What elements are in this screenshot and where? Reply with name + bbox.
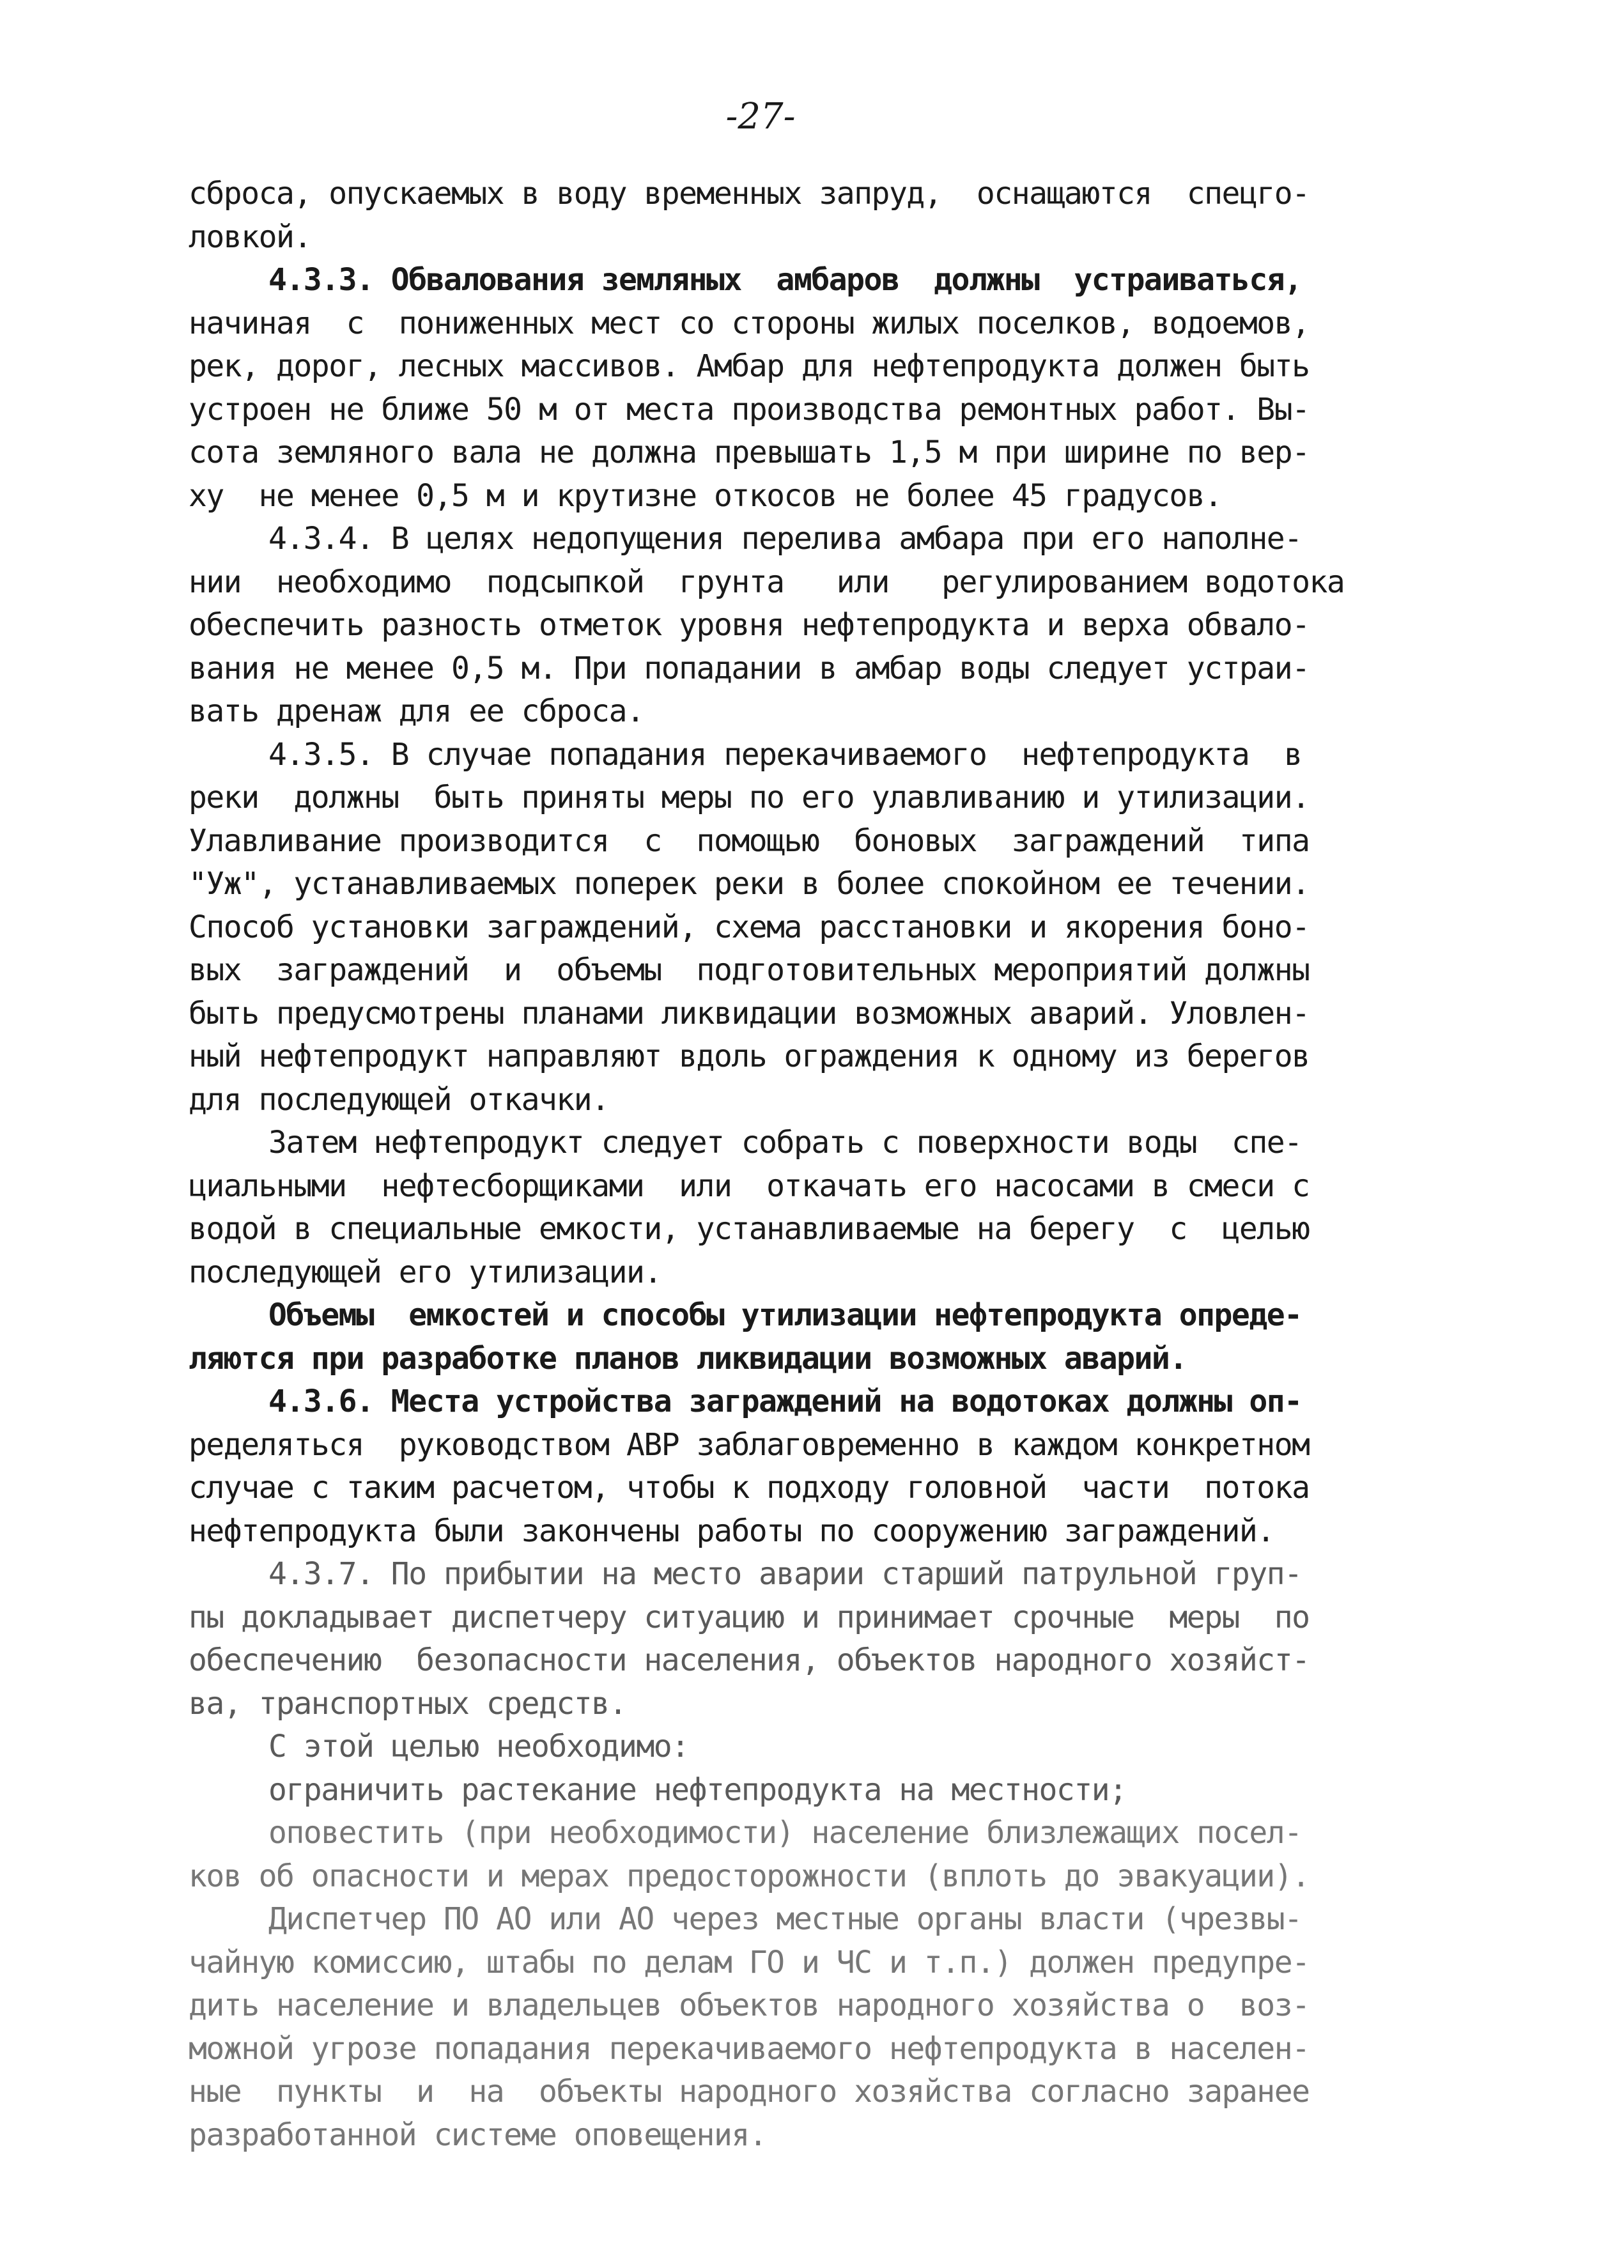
text-line: устроен не ближе 50 м от места производства ремонтных работ. Вы-	[189, 391, 1310, 428]
text-line: ху не менее 0,5 м и крутизне откосов не более 45 градусов.	[189, 477, 1222, 514]
text-line: сброса, опускаемых в воду временных запруд, оснащаются спецго-	[189, 176, 1310, 212]
text-line: для последующей откачки.	[189, 1081, 609, 1118]
text-line: вать дренаж для ее сброса.	[189, 693, 644, 729]
text-line: можной угрозе попадания перекачиваемого нефтепродукта в населен-	[189, 2030, 1310, 2067]
text-line: быть предусмотрены планами ликвидации возможных аварий. Уловлен-	[189, 995, 1310, 1031]
text-line: ловкой.	[189, 219, 311, 255]
text-line: вания не менее 0,5 м. При попадании в амбар воды следует устраи-	[189, 650, 1310, 686]
body-text	[189, 173, 1416, 2157]
text-line: 4.3.6. Места устройства заграждений на водотоках должны оп-	[268, 1384, 1302, 1419]
text-line: С этой целью необходимо:	[268, 1729, 689, 1764]
text-line: рек, дорог, лесных массивов. Амбар для нефтепродукта должен быть	[189, 348, 1310, 384]
text-line: случае с таким расчетом, чтобы к подходу головной части потока	[189, 1470, 1310, 1506]
text-line: ределяться руководством АВР заблаговременно в каждом конкретном	[189, 1426, 1310, 1463]
text-line: оповестить (при необходимости) население близлежащих посел-	[268, 1815, 1302, 1851]
text-line: обеспечить разность отметок уровня нефтепродукта и верха обвало-	[189, 607, 1310, 643]
text-line: 4.3.5. В случае попадания перекачиваемого нефтепродукта в	[268, 736, 1302, 773]
text-line: обеспечению безопасности населения, объектов народного хозяйст-	[189, 1642, 1310, 1678]
page-number: -27-	[725, 96, 796, 137]
text-line: Затем нефтепродукт следует собрать с поверхности воды спе-	[268, 1125, 1302, 1161]
text-line: сота земляного вала не должна превышать 1,5 м при ширине по вер-	[189, 435, 1310, 470]
text-line: ляются при разработке планов ликвидации возможных аварий.	[189, 1340, 1187, 1377]
text-line: вых заграждений и объемы подготовительных мероприятий должны	[189, 952, 1310, 988]
text-line: 4.3.7. По прибытии на место аварии старший патрульной груп-	[268, 1556, 1302, 1592]
text-line: ков об опасности и мерах предосторожности (вплоть до эвакуации).	[189, 1858, 1310, 1894]
text-line: водой в специальные емкости, устанавливаемые на берегу с целью	[189, 1211, 1310, 1247]
text-line: ограничить растекание нефтепродукта на местности;	[268, 1771, 1127, 1808]
text-line: последующей его утилизации.	[189, 1254, 661, 1290]
text-line: циальными нефтесборщиками или откачать его насосами в смеси с	[189, 1168, 1310, 1204]
text-line: начиная с пониженных мест со стороны жилых поселков, водоемов,	[189, 305, 1310, 341]
text-line: разработанной системе оповещения.	[189, 2117, 767, 2153]
text-line: чайную комиссию, штабы по делам ГО и ЧС и т.п.) должен предупре-	[189, 1944, 1310, 1980]
text-line: Улавливание производится с помощью боновых заграждений типа	[189, 822, 1310, 859]
text-line: 4.3.4. В целях недопущения перелива амбара при его наполне-	[268, 521, 1302, 557]
text-line: ные пункты и на объекты народного хозяйства согласно заранее	[189, 2074, 1310, 2110]
text-line: Объемы емкостей и способы утилизации нефтепродукта опреде-	[268, 1297, 1302, 1333]
text-line: ва, транспортных средств.	[189, 1685, 626, 1722]
text-line: ный нефтепродукт направляют вдоль ограждения к одному из берегов	[189, 1038, 1310, 1074]
text-line: Диспетчер ПО АО или АО через местные органы власти (чрезвы-	[268, 1901, 1302, 1937]
text-line: Способ установки заграждений, схема расстановки и якорения боно-	[189, 909, 1310, 945]
text-line: "Уж", устанавливаемых поперек реки в более спокойном ее течении.	[189, 866, 1310, 902]
text-line: дить население и владельцев объектов народного хозяйства о воз-	[189, 1987, 1310, 2023]
text-line: нефтепродукта были закончены работы по сооружению заграждений.	[189, 1513, 1274, 1549]
text-line: реки должны быть приняты меры по его улавливанию и утилизации.	[189, 780, 1310, 815]
text-line: 4.3.3. Обвалования земляных амбаров должны устраиваться,	[268, 262, 1302, 298]
text-line: нии необходимо подсыпкой грунта или регулированием водотока	[189, 564, 1345, 600]
text-line: пы докладывает диспетчеру ситуацию и принимает срочные меры по	[189, 1599, 1310, 1635]
